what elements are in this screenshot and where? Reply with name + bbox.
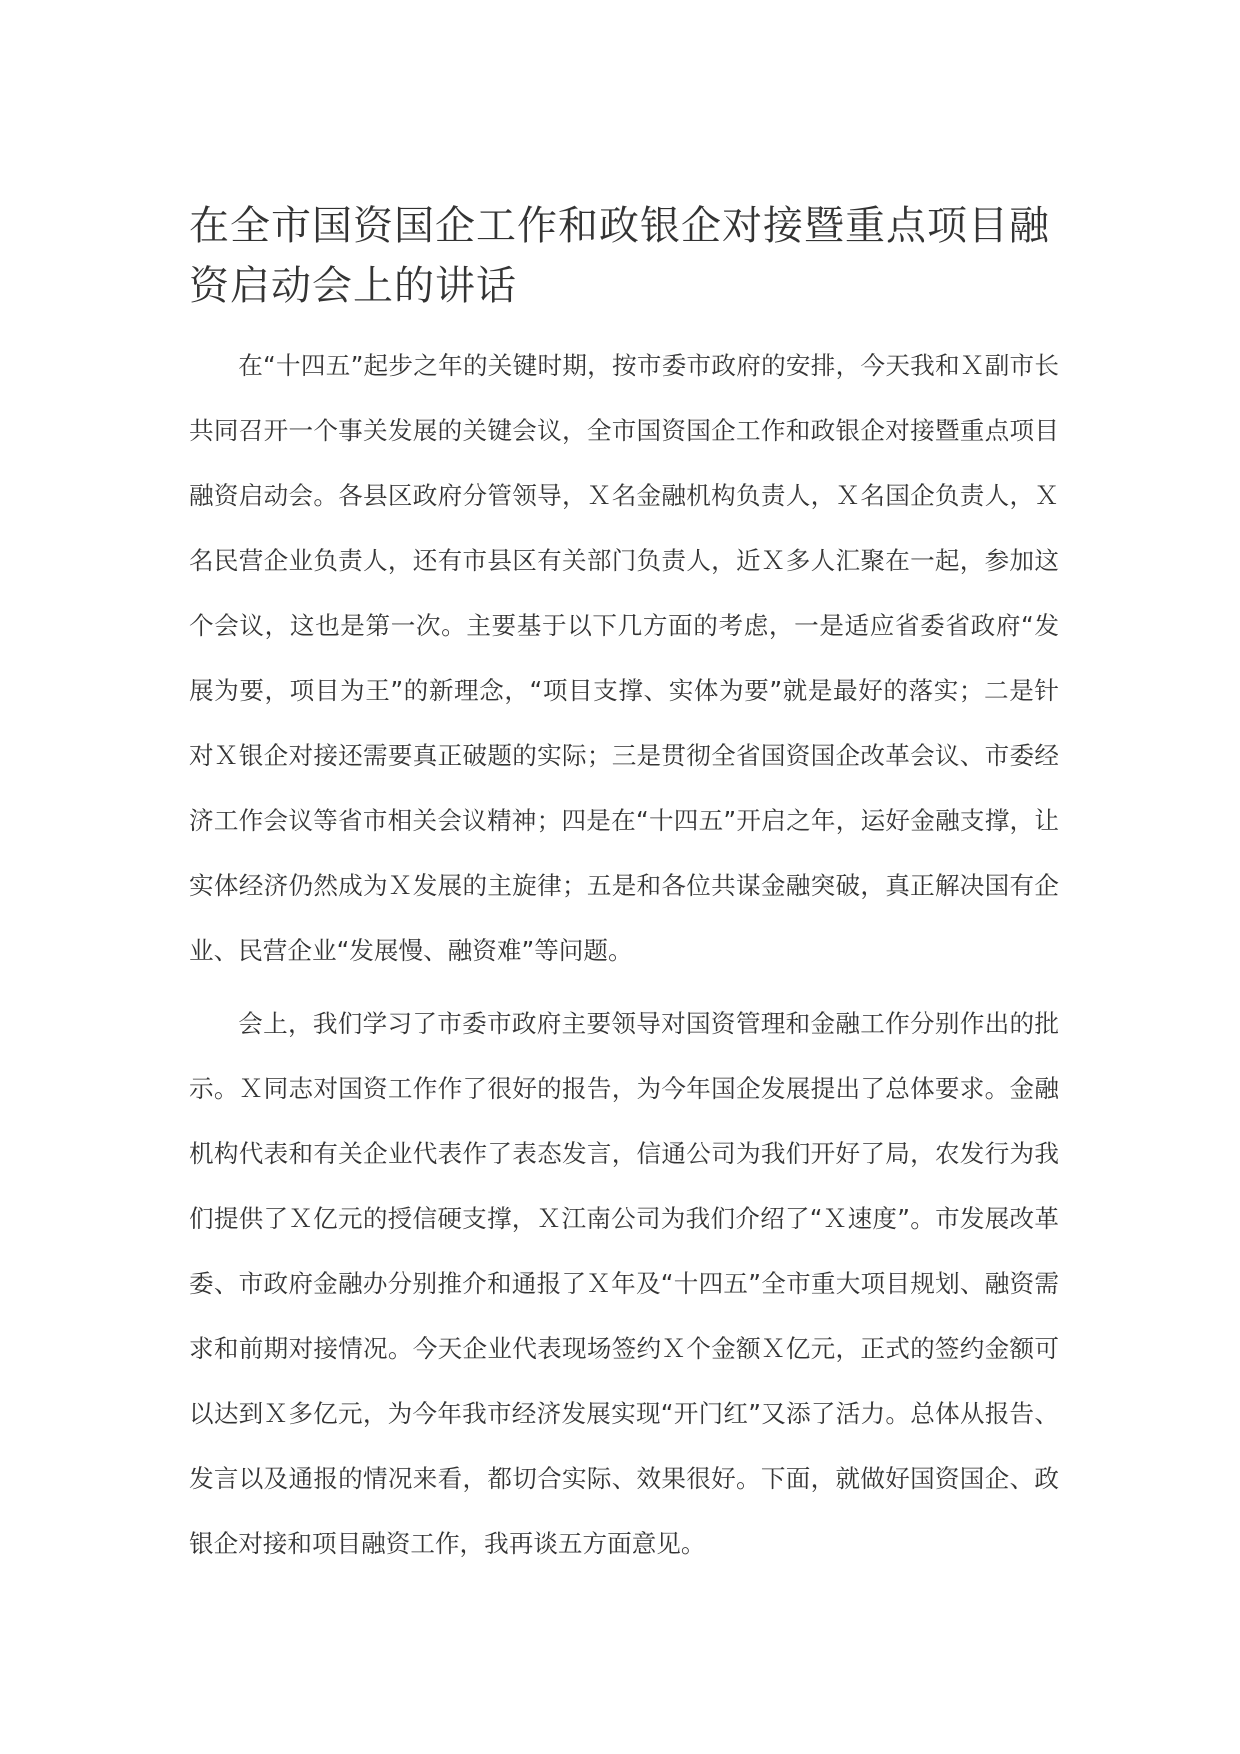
document-title: 在全市国资国企工作和政银企对接暨重点项目融资启动会上的讲话 (189, 203, 1050, 309)
paragraph-1: 在“十四五”起步之年的关键时期，按市委市政府的安排，今天我和Ｘ副市长共同召开一个事关发展的关键会议，全市国资国企工作和政银企对接暨重点项目融资启动会。各县区政府分管领导，Ｘ名金融机构负责人，Ｘ名国企负责人，Ｘ名民营企业负责人，还有市县区有关部门负责人，近Ｘ多人汇聚在一起，参加这个会议，这也是第一次。主要基于以下几方面的考虑，一是适应省委省政府“发展为要，项目为王”的新理念，“项目支撑、实体为要”就是最好的落实；二是针对Ｘ银企对接还需要真正破题的实际；三是贯彻全省国资国企改革会议、市委经济工作会议等省市相关会议精神；四是在“十四五”开启之年，运好金融支撑，让实体经济仍然成为Ｘ发展的主旋律；五是和各位共谋金融突破，真正解决国有企业、民营企业“发展慢、融资难”等问题。 (189, 351, 1059, 965)
document-body (189, 196, 1059, 1576)
paragraph-2: 会上，我们学习了市委市政府主要领导对国资管理和金融工作分别作出的批示。Ｘ同志对国资工作作了很好的报告，为今年国企发展提出了总体要求。金融机构代表和有关企业代表作了表态发言，信通公司为我们开好了局，农发行为我们提供了Ｘ亿元的授信硬支撑，Ｘ江南公司为我们介绍了“Ｘ速度”。市发展改革委、市政府金融办分别推介和通报了Ｘ年及“十四五”全市重大项目规划、融资需求和前期对接情况。今天企业代表现场签约Ｘ个金额Ｘ亿元，正式的签约金额可以达到Ｘ多亿元，为今年我市经济发展实现“开门红”又添了活力。总体从报告、发言以及通报的情况来看，都切合实际、效果很好。下面，就做好国资国企、政银企对接和项目融资工作，我再谈五方面意见。 (189, 1009, 1059, 1558)
